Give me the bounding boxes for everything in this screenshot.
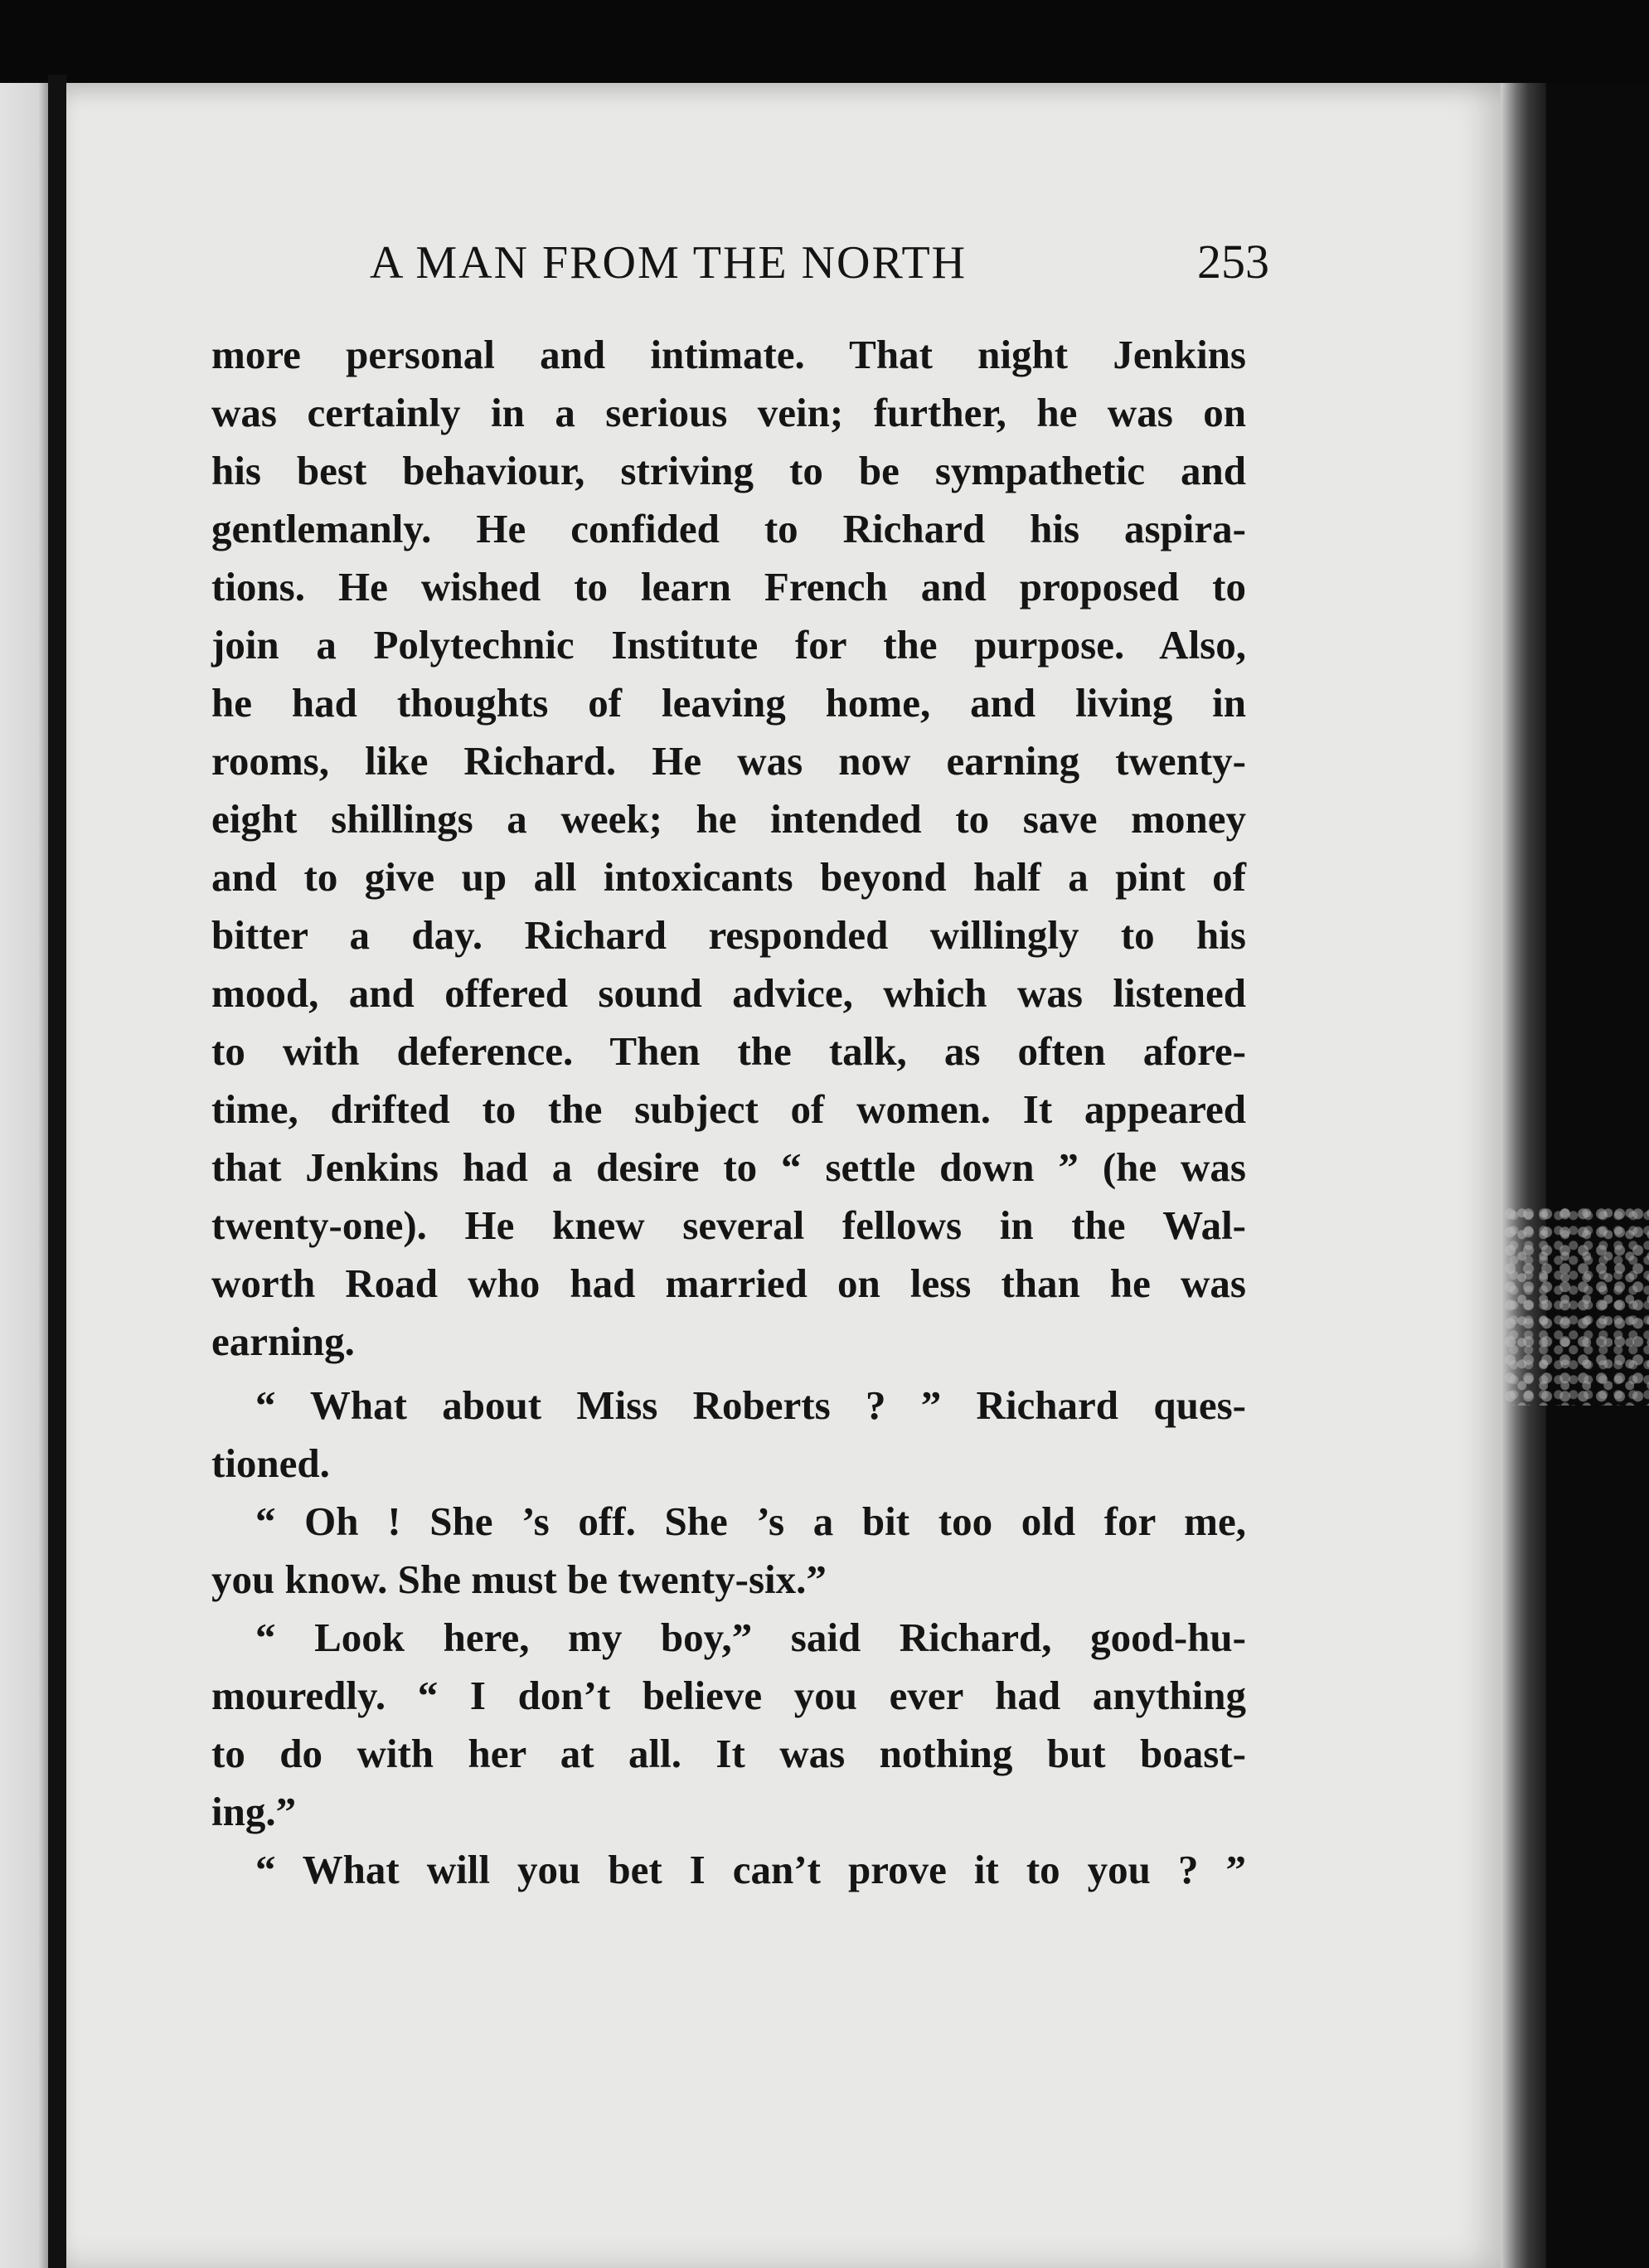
- text-line: worth Road who had married on less than he was: [211, 1260, 1246, 1306]
- text-line: time, drifted to the subject of women. It appeared: [211, 1086, 1246, 1132]
- text-line: to do with her at all. It was nothing but boast-: [211, 1731, 1246, 1776]
- running-title: A MAN FROM THE NORTH: [370, 237, 968, 289]
- text-line: join a Polytechnic Institute for the purpose. Also,: [211, 622, 1246, 668]
- facing-page-edge: [0, 83, 48, 2268]
- text-line: mood, and offered sound advice, which was listened: [211, 970, 1246, 1016]
- text-line: “ What will you bet I can’t prove it to you ? ”: [255, 1847, 1246, 1892]
- text-line: ing.”: [211, 1789, 297, 1834]
- text-line: earning.: [211, 1319, 355, 1364]
- text-line: he had thoughts of leaving home, and living in: [211, 680, 1246, 726]
- text-line: eight shillings a week; he intended to save money: [211, 796, 1246, 842]
- text-line: rooms, like Richard. He was now earning twenty-: [211, 738, 1246, 784]
- text-line: “ Look here, my boy,” said Richard, good-hu-: [255, 1615, 1246, 1660]
- text-line: bitter a day. Richard responded willingly to his: [211, 912, 1246, 958]
- background-texture: [1505, 1207, 1649, 1406]
- text-line: mouredly. “ I don’t believe you ever had anything: [211, 1673, 1246, 1718]
- text-line: was certainly in a serious vein; further, he was on: [211, 390, 1246, 435]
- text-line: his best behaviour, striving to be sympathetic and: [211, 448, 1246, 493]
- page-number: 253: [1197, 235, 1269, 289]
- text-line: that Jenkins had a desire to “ settle down ” (he was: [211, 1144, 1246, 1190]
- scan-background-right: [1546, 83, 1649, 2268]
- scan-background-top: [0, 0, 1649, 83]
- running-header: [370, 234, 1269, 292]
- text-line: you know. She must be twenty-six.”: [211, 1557, 827, 1602]
- text-line: and to give up all intoxicants beyond half a pint of: [211, 854, 1246, 900]
- text-line: tioned.: [211, 1440, 330, 1486]
- text-line: more personal and intimate. That night Jenkins: [211, 332, 1246, 377]
- page-stack-edge: [1501, 83, 1546, 2268]
- book-gutter: [48, 75, 66, 2268]
- text-line: “ Oh ! She ’s off. She ’s a bit too old for me,: [255, 1498, 1246, 1544]
- text-line: “ What about Miss Roberts ? ” Richard ques-: [255, 1382, 1246, 1428]
- text-line: to with deference. Then the talk, as often afore-: [211, 1028, 1246, 1074]
- text-line: gentlemanly. He confided to Richard his aspira-: [211, 506, 1246, 551]
- text-line: twenty-one). He knew several fellows in the Wal-: [211, 1202, 1246, 1248]
- text-line: tions. He wished to learn French and proposed to: [211, 564, 1246, 609]
